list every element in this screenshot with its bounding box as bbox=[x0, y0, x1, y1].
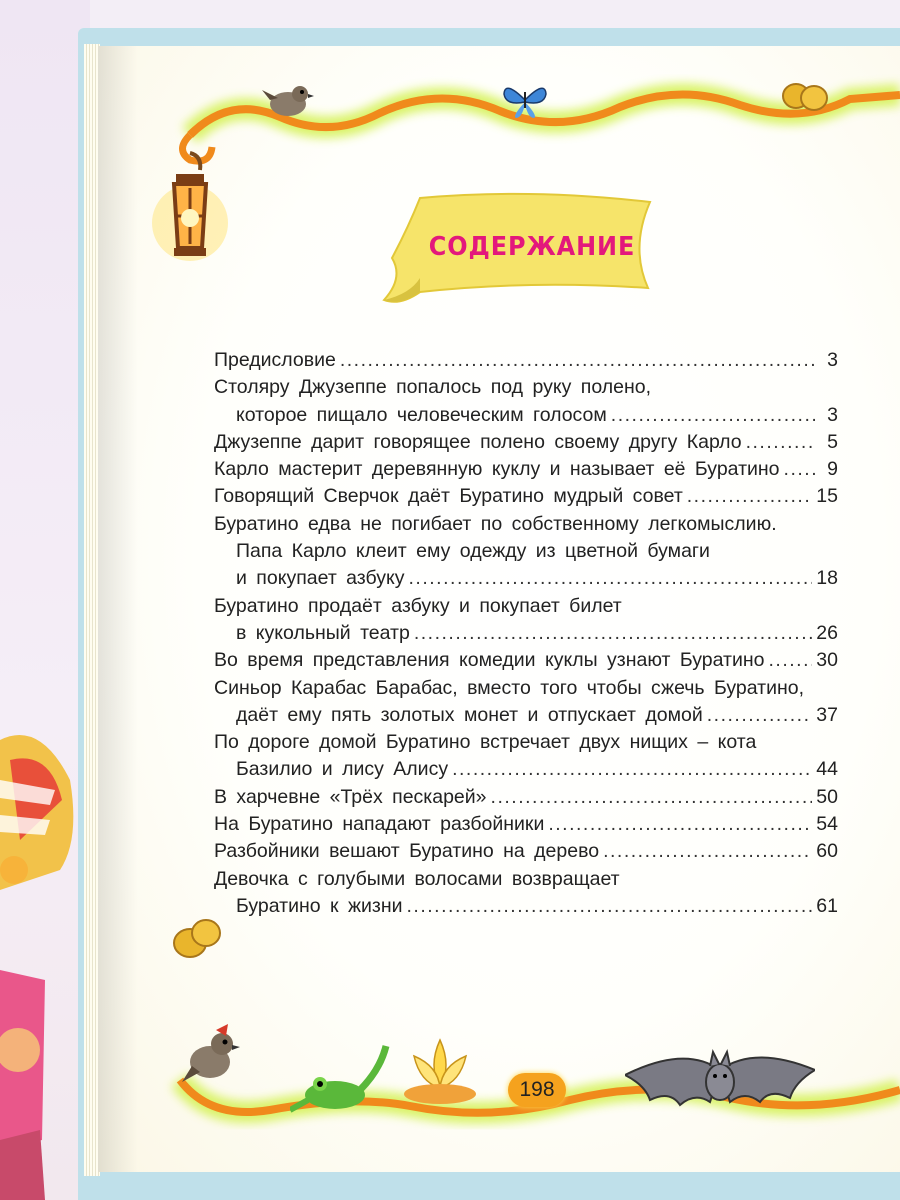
toc-entry-text: Предисловие bbox=[214, 349, 336, 371]
toc-entry bbox=[214, 893, 838, 920]
toc-entry bbox=[214, 402, 838, 429]
toc-entry-text: и покупает азбуку bbox=[236, 567, 405, 590]
lantern-icon bbox=[150, 148, 230, 273]
toc-entry-page: 60 bbox=[816, 840, 838, 863]
toc-entry-text: Буратино едва не погибает по собственному легкомыслию. bbox=[214, 512, 777, 535]
toc-entry bbox=[214, 593, 838, 620]
toc-entry bbox=[214, 729, 838, 756]
dot-leader bbox=[414, 620, 812, 647]
water-lily-icon bbox=[400, 1030, 480, 1110]
dot-leader bbox=[603, 838, 812, 865]
table-of-contents bbox=[214, 347, 838, 920]
toc-entry bbox=[214, 811, 838, 838]
toc-entry bbox=[214, 702, 838, 729]
toc-entry bbox=[214, 620, 838, 647]
butterfly-icon bbox=[500, 80, 550, 120]
toc-entry bbox=[214, 347, 838, 374]
dot-leader bbox=[769, 647, 813, 674]
bird-icon bbox=[262, 78, 314, 122]
toc-entry-text: Столяру Джузеппе попалось под руку полено, bbox=[214, 376, 651, 399]
sparrow-icon bbox=[180, 1020, 244, 1090]
toc-entry bbox=[214, 784, 838, 811]
toc-entry-text: Папа Карло клеит ему одежду из цветной бумаги bbox=[236, 540, 710, 563]
toc-entry bbox=[214, 838, 838, 865]
dot-leader bbox=[707, 702, 813, 729]
toc-entry bbox=[214, 483, 838, 510]
toc-entry bbox=[214, 538, 838, 565]
toc-entry bbox=[214, 456, 838, 483]
toc-entry-page: 26 bbox=[816, 621, 838, 644]
toc-entry-page: 44 bbox=[816, 758, 838, 781]
toc-entry-text: Базилио и лису Алису bbox=[236, 758, 449, 781]
toc-entry-text: Синьор Карабас Барабас, вместо того чтобы сжечь Буратино, bbox=[214, 676, 805, 699]
toc-entry-page: 15 bbox=[816, 485, 838, 508]
toc-entry bbox=[214, 866, 838, 893]
toc-entry-page: 9 bbox=[827, 458, 838, 481]
toc-entry bbox=[214, 756, 838, 783]
dot-leader bbox=[452, 756, 812, 783]
toc-entry-text: в кукольный театр bbox=[236, 621, 410, 644]
toc-entry-text: На Буратино нападают разбойники bbox=[214, 813, 545, 836]
toc-entry bbox=[214, 429, 838, 456]
dot-leader bbox=[548, 811, 812, 838]
toc-entry-text: Буратино продаёт азбуку и покупает билет bbox=[214, 594, 622, 617]
toc-entry-page: 50 bbox=[816, 785, 838, 808]
toc-entry-page: 30 bbox=[816, 649, 838, 672]
coins-icon bbox=[780, 78, 830, 114]
coins-stack-icon bbox=[170, 915, 226, 961]
bat-icon bbox=[625, 1040, 815, 1130]
page-title: СОДЕРЖАНИЕ bbox=[428, 232, 636, 262]
dot-leader bbox=[784, 456, 816, 483]
toc-entry-text: По дороге домой Буратино встречает двух нищих – кота bbox=[214, 731, 757, 754]
toc-entry-text: Девочка с голубыми волосами возвращает bbox=[214, 867, 620, 890]
frog-icon bbox=[290, 1040, 400, 1120]
toc-entry-text: Джузеппе дарит говорящее полено своему другу Карло bbox=[214, 430, 742, 453]
toc-entry-page: 18 bbox=[816, 567, 838, 590]
toc-entry-page: 3 bbox=[827, 349, 838, 371]
toc-entry bbox=[214, 565, 838, 592]
toc-entry bbox=[214, 675, 838, 702]
toc-entry-text: Во время представления комедии куклы узнают Буратино bbox=[214, 649, 765, 672]
spine-shadow bbox=[98, 46, 138, 1172]
toc-entry bbox=[214, 511, 838, 538]
toc-entry bbox=[214, 647, 838, 674]
dot-leader bbox=[409, 565, 813, 592]
toc-entry-text: Карло мастерит деревянную куклу и называет её Буратино bbox=[214, 458, 780, 481]
toc-entry-page: 61 bbox=[816, 894, 838, 917]
dot-leader bbox=[746, 429, 816, 456]
toc-entry-text: Разбойники вешают Буратино на дерево bbox=[214, 840, 600, 863]
toc-entry-page: 3 bbox=[827, 403, 838, 426]
page-number: 198 bbox=[508, 1073, 566, 1107]
dot-leader bbox=[340, 347, 816, 374]
toc-entry-page: 5 bbox=[827, 430, 838, 453]
toc-entry bbox=[214, 374, 838, 401]
toc-entry-text: даёт ему пять золотых монет и отпускает домой bbox=[236, 703, 703, 726]
toc-entry-text: Буратино к жизни bbox=[236, 894, 403, 917]
dot-leader bbox=[491, 784, 813, 811]
toc-entry-text: которое пищало человеческим голосом bbox=[236, 403, 607, 426]
dot-leader bbox=[407, 893, 813, 920]
dot-leader bbox=[611, 402, 816, 429]
toc-entry-text: В харчевне «Трёх пескарей» bbox=[214, 785, 487, 808]
puppet-illustration bbox=[0, 720, 80, 1200]
toc-entry-text: Говорящий Сверчок даёт Буратино мудрый совет bbox=[214, 485, 683, 508]
toc-entry-page: 54 bbox=[816, 813, 838, 836]
dot-leader bbox=[687, 483, 813, 510]
toc-entry-page: 37 bbox=[816, 703, 838, 726]
